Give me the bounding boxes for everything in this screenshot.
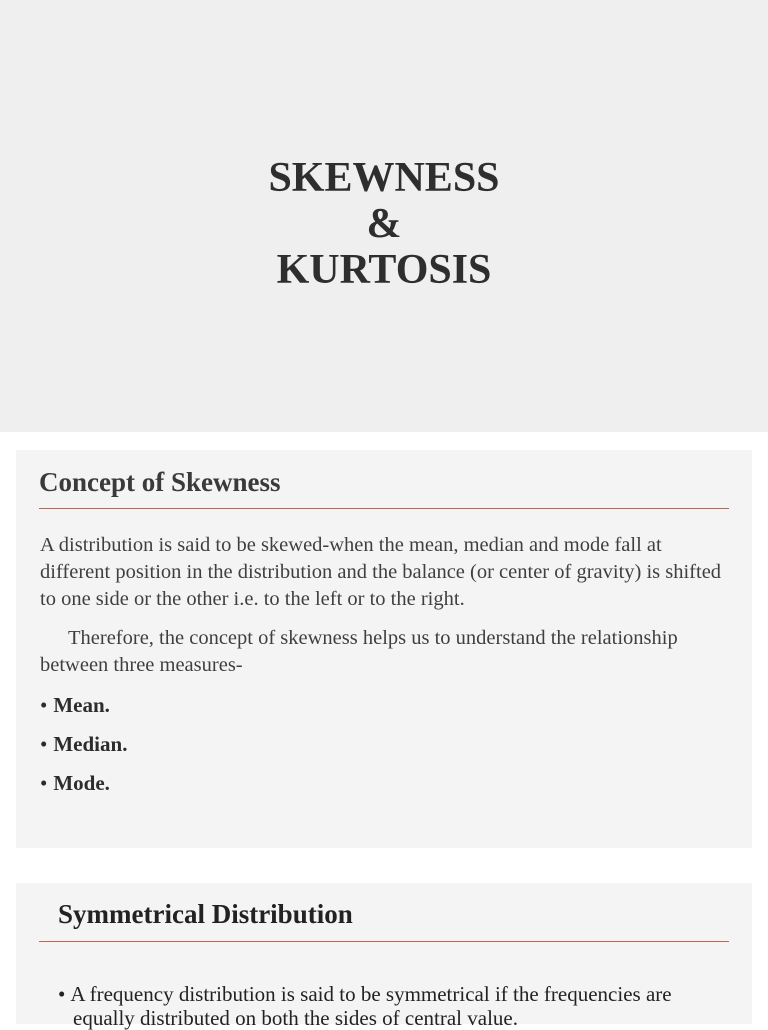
slide-heading: Concept of Skewness — [39, 467, 281, 497]
bullet-text: A frequency distribution is said to be symmetrical if the frequencies are equally distributed on both the sides of central value. — [70, 982, 672, 1030]
bullet-glyph: • — [40, 771, 48, 795]
bullet-median — [40, 731, 127, 758]
title-line-2: & — [366, 201, 402, 247]
title-line-3: KURTOSIS — [276, 247, 492, 293]
title-line-1: SKEWNESS — [268, 155, 500, 201]
symmetrical-definition-bullet — [58, 982, 713, 1030]
bullet-label: Median. — [53, 732, 128, 756]
title-slide — [0, 0, 768, 432]
bullet-glyph: • — [40, 693, 48, 717]
bullet-mean — [40, 692, 110, 719]
bullet-label: Mean. — [53, 693, 110, 717]
slide-symmetrical-distribution — [16, 883, 752, 1030]
bullet-label: Mode. — [53, 771, 110, 795]
bullet-glyph: • — [58, 982, 66, 1006]
slide-concept-of-skewness — [16, 450, 752, 848]
bullet-mode — [40, 770, 110, 797]
relationship-paragraph: Therefore, the concept of skewness helps us to understand the relationship between three measures- — [40, 627, 678, 676]
heading-divider — [39, 508, 729, 509]
presentation-title — [0, 155, 768, 293]
bullet-glyph: • — [40, 732, 48, 756]
definition-paragraph: A distribution is said to be skewed-when the mean, median and mode fall at different position in the distribution and the balance (or center of gravity) is shifted to one side or the other i.e. to the left or to the right. — [40, 534, 722, 610]
slide-heading: Symmetrical Distribution — [58, 899, 353, 929]
heading-divider — [39, 941, 729, 942]
